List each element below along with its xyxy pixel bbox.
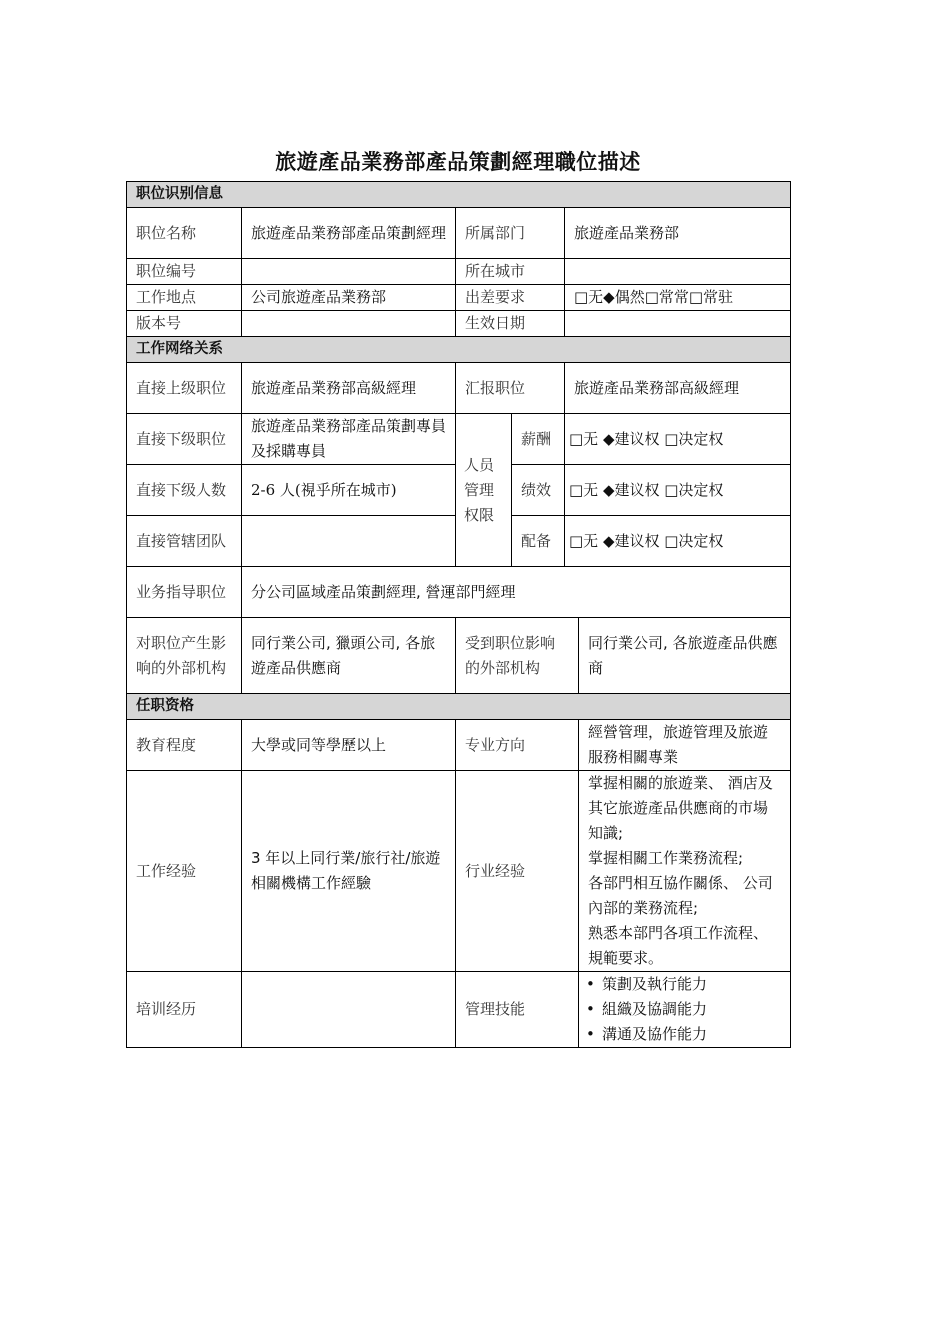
value-education: 大學或同等學歷以上 xyxy=(242,720,456,771)
skill-item: • 溝通及協作能力 xyxy=(588,1022,781,1047)
section-header-qualifications: 任职资格 xyxy=(127,694,791,720)
section-header-network: 工作网络关系 xyxy=(127,337,791,363)
job-description-table xyxy=(126,181,791,1048)
label-authority: 人员管理权限 xyxy=(456,414,512,567)
label-influenced: 受到职位影响的外部机构 xyxy=(456,618,579,694)
label-department: 所属部门 xyxy=(456,208,565,259)
authority-name-performance: 绩效 xyxy=(512,465,565,516)
industry-line: 熟悉本部門各項工作流程、 規範要求。 xyxy=(588,924,769,967)
label-team: 直接管辖团队 xyxy=(127,516,242,567)
authority-value-staffing: □无 ◆建议权 □决定权 xyxy=(565,516,791,567)
label-work-location: 工作地点 xyxy=(127,285,242,311)
label-external-influence: 对职位产生影响的外部机构 xyxy=(127,618,242,694)
skills-list xyxy=(588,972,781,1047)
label-major: 专业方向 xyxy=(456,720,579,771)
skill-item: • 組織及協調能力 xyxy=(588,997,781,1022)
authority-value-salary: □无 ◆建议权 □决定权 xyxy=(565,414,791,465)
value-skills xyxy=(579,972,791,1048)
value-training xyxy=(242,972,456,1048)
value-experience: 3 年以上同行業/旅行社/旅遊相關機構工作經驗 xyxy=(242,771,456,972)
label-position-code: 职位编号 xyxy=(127,259,242,285)
industry-line: 掌握相關的旅遊業、 酒店及其它旅遊產品供應商的市場知識; xyxy=(588,774,773,842)
industry-line: 掌握相關工作業務流程; xyxy=(588,849,744,867)
label-guidance: 业务指导职位 xyxy=(127,567,242,618)
value-influenced: 同行業公司, 各旅遊產品供應商 xyxy=(579,618,791,694)
label-report: 汇报职位 xyxy=(456,363,565,414)
value-external-influence: 同行業公司, 獵頭公司, 各旅遊產品供應商 xyxy=(242,618,456,694)
label-position-name: 职位名称 xyxy=(127,208,242,259)
label-skills: 管理技能 xyxy=(456,972,579,1048)
value-travel: □无◆偶然□常常□常驻 xyxy=(565,285,791,311)
value-position-name: 旅遊產品業務部產品策劃經理 xyxy=(242,208,456,259)
value-position-code xyxy=(242,259,456,285)
value-subordinate-count: 2-6 人(視乎所在城市) xyxy=(242,465,456,516)
page-title: 旅遊產品業務部產品策劃經理職位描述 xyxy=(275,150,641,174)
authority-value-performance: □无 ◆建议权 □决定权 xyxy=(565,465,791,516)
authority-name-salary: 薪酬 xyxy=(512,414,565,465)
label-subordinate: 直接下级职位 xyxy=(127,414,242,465)
value-work-location: 公司旅遊產品業務部 xyxy=(242,285,456,311)
label-industry: 行业经验 xyxy=(456,771,579,972)
value-industry xyxy=(579,771,791,972)
label-superior: 直接上级职位 xyxy=(127,363,242,414)
label-travel: 出差要求 xyxy=(456,285,565,311)
value-version xyxy=(242,311,456,337)
value-guidance: 分公司區域產品策劃經理, 營運部門經理 xyxy=(242,567,791,618)
label-effective-date: 生效日期 xyxy=(456,311,565,337)
authority-name-staffing: 配备 xyxy=(512,516,565,567)
section-header-identification: 职位识别信息 xyxy=(127,182,791,208)
skill-item: • 策劃及執行能力 xyxy=(588,972,781,997)
value-effective-date xyxy=(565,311,791,337)
value-subordinate: 旅遊產品業務部產品策劃專員及採購專員 xyxy=(242,414,456,465)
value-superior: 旅遊產品業務部高級經理 xyxy=(242,363,456,414)
label-education: 教育程度 xyxy=(127,720,242,771)
value-department: 旅遊產品業務部 xyxy=(565,208,791,259)
value-team xyxy=(242,516,456,567)
label-subordinate-count: 直接下级人数 xyxy=(127,465,242,516)
value-major: 經營管理，旅遊管理及旅遊服務相關專業 xyxy=(579,720,791,771)
label-experience: 工作经验 xyxy=(127,771,242,972)
label-training: 培训经历 xyxy=(127,972,242,1048)
value-report: 旅遊產品業務部高級經理 xyxy=(565,363,791,414)
value-city xyxy=(565,259,791,285)
label-version: 版本号 xyxy=(127,311,242,337)
label-city: 所在城市 xyxy=(456,259,565,285)
industry-line: 各部門相互協作關係、 公司內部的業務流程; xyxy=(588,874,773,917)
